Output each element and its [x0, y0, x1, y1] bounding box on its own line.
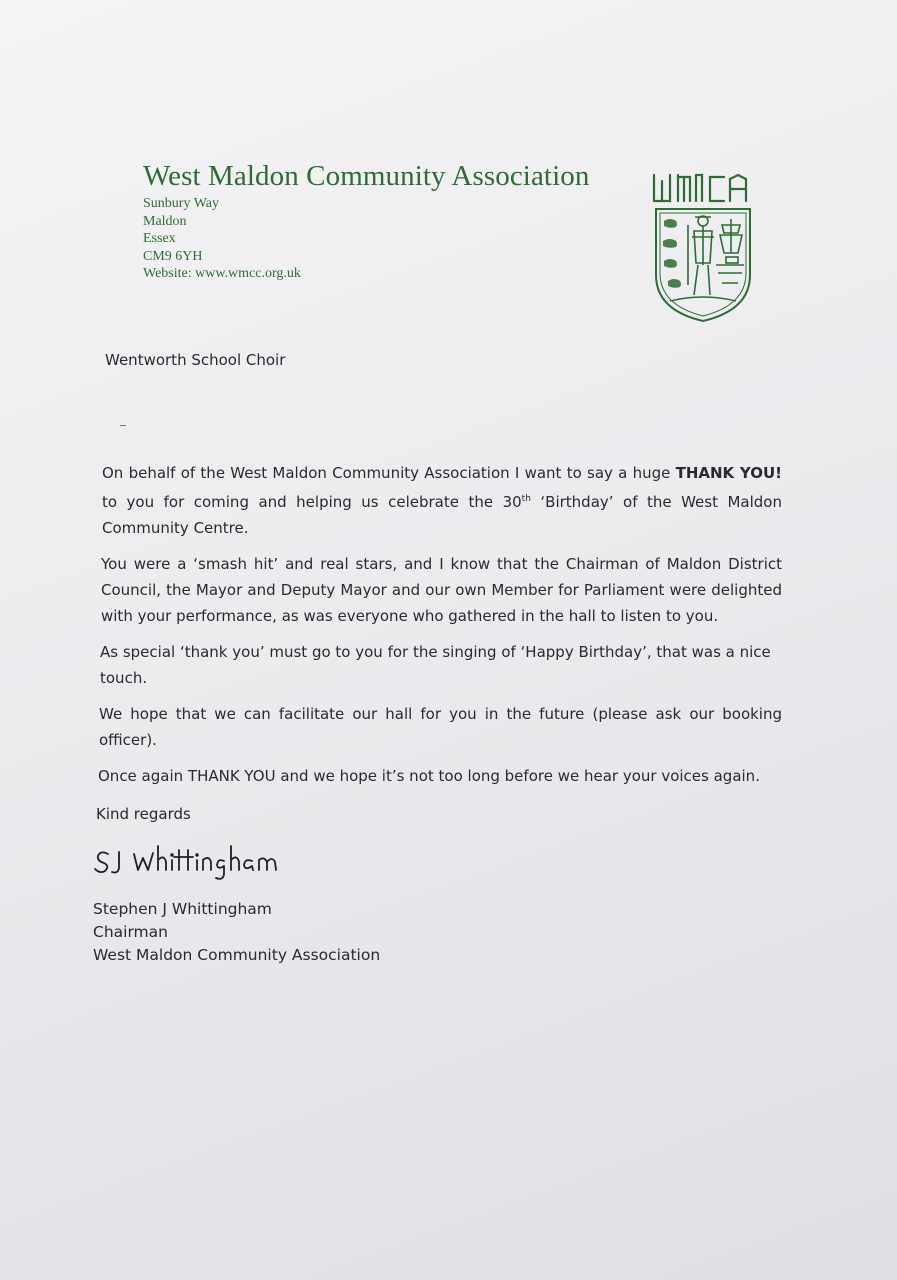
paragraph-text: On behalf of the West Maldon Community Association I want to say a huge	[102, 464, 676, 482]
divider-mark	[120, 425, 126, 426]
paragraph-once-again: Once again THANK YOU and we hope it’s not too long before we hear your voices again.	[98, 767, 760, 785]
signer-name: Stephen J Whittingham	[93, 900, 272, 918]
address-line: Maldon	[143, 213, 187, 229]
website-line: Website: www.wmcc.org.uk	[143, 266, 301, 281]
address-line: CM9 6YH	[143, 248, 203, 264]
organisation-name: West Maldon Community Association	[143, 160, 590, 192]
signer-title: Chairman	[93, 923, 168, 941]
address-line: Sunbury Way	[143, 196, 220, 211]
handwritten-signature	[92, 838, 322, 883]
closing-salutation: Kind regards	[96, 805, 191, 823]
ordinal-suffix: th	[521, 494, 531, 504]
recipient-name: Wentworth School Choir	[105, 351, 286, 369]
wmca-crest-logo	[648, 165, 758, 325]
thank-you-emphasis: THANK YOU!	[675, 464, 782, 482]
paragraph-future-booking: We hope that we can facilitate our hall for you in the future (please ask our booking officer).	[99, 705, 782, 749]
paragraph-happy-birthday: As special ‘thank you’ must go to you for the singing of ‘Happy Birthday’, that was a nice touch.	[100, 643, 771, 687]
signer-organisation: West Maldon Community Association	[93, 946, 381, 964]
signer-block	[93, 898, 380, 967]
paragraph-text: to you for coming and helping us celebrate the 30	[102, 493, 522, 511]
paragraph-performance: You were a ‘smash hit’ and real stars, and I know that the Chairman of Maldon District Council, the Mayor and Deputy Mayor and our own Member for Parliament were delighted with your performance, as was everyone who gathered in the hall to listen to you.	[101, 555, 782, 625]
address-line: Essex	[143, 231, 176, 246]
address-block	[143, 195, 301, 283]
letter-body	[98, 460, 782, 799]
paragraph-thanks	[102, 460, 782, 541]
paragraph-text: ‘Birthday’ of the West Maldon Community Centre.	[102, 493, 782, 537]
